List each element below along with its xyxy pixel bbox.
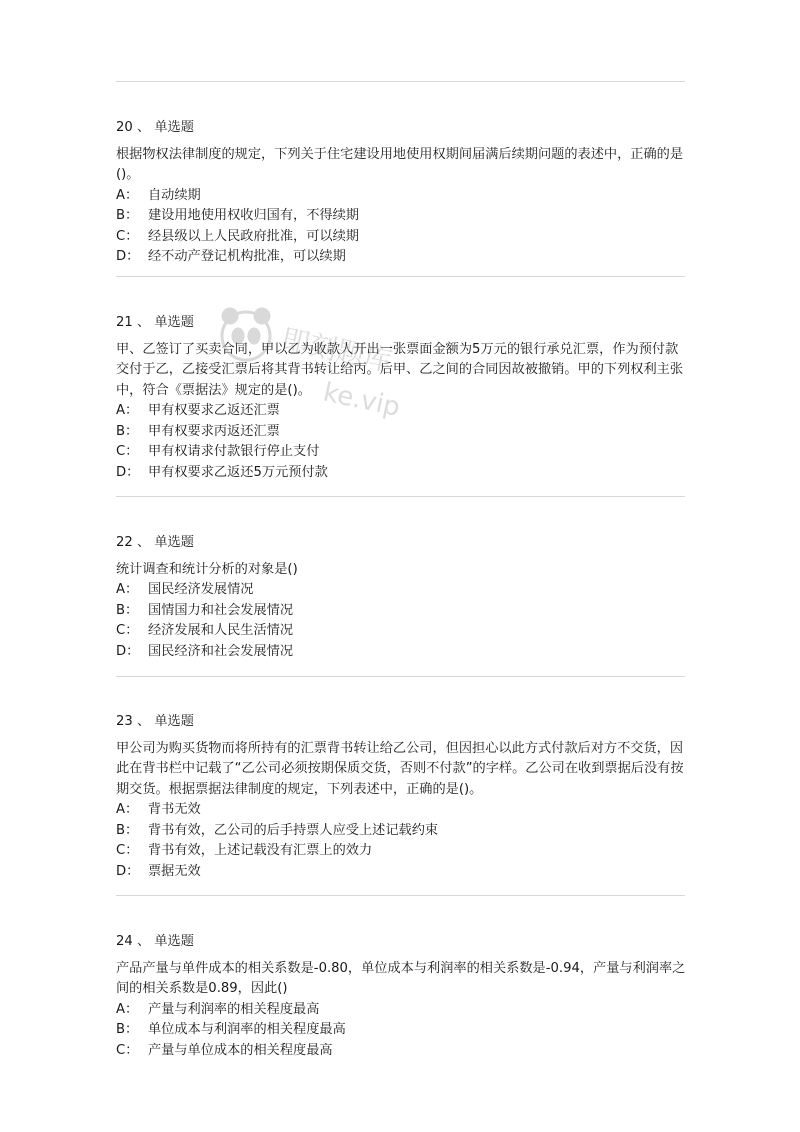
question-text: 甲公司为购买货物而将所持有的汇票背书转让给乙公司，但因担心以此方式付款后对方不交货，因此在背书栏中记载了“乙公司必须按期保质交货，否则不付款”的字样。乙公司在收到票据后没有按期交货。根据票据法律制度的规定，下列表述中，正确的是()。 bbox=[116, 740, 684, 797]
option-text: 甲有权要求丙返还汇票 bbox=[148, 423, 280, 439]
option-text: 国情国力和社会发展情况 bbox=[148, 602, 294, 618]
option-d bbox=[116, 642, 688, 663]
option-c bbox=[116, 227, 688, 248]
question-text: 产品产量与单件成本的相关系数是-0.80，单位成本与利润率的相关系数是-0.94，产量与利润率之间的相关系数是0.89，因此() bbox=[116, 960, 686, 996]
question-21 bbox=[116, 313, 688, 483]
question-header: 21 、 单选题 bbox=[116, 315, 194, 330]
option-b bbox=[116, 601, 688, 622]
option-text: 经不动产登记机构批准，可以续期 bbox=[148, 249, 346, 264]
option-key: B： bbox=[116, 822, 139, 838]
option-key: D： bbox=[116, 863, 140, 879]
option-c bbox=[116, 442, 688, 463]
question-header: 20 、 单选题 bbox=[116, 120, 194, 135]
option-a bbox=[116, 800, 688, 821]
question-header: 24 、 单选题 bbox=[116, 934, 194, 949]
option-c bbox=[116, 841, 688, 862]
option-text: 产量与单位成本的相关程度最高 bbox=[148, 1042, 333, 1058]
option-key: C： bbox=[116, 1042, 139, 1058]
option-key: C： bbox=[116, 228, 139, 244]
option-key: D： bbox=[116, 249, 140, 264]
question-22 bbox=[116, 533, 688, 662]
option-text: 甲有权要求乙返还5万元预付款 bbox=[148, 464, 328, 480]
option-a bbox=[116, 1000, 688, 1021]
option-key: C： bbox=[116, 444, 139, 459]
option-key: A： bbox=[116, 1001, 139, 1017]
option-key: A： bbox=[116, 187, 139, 203]
option-text: 自动续期 bbox=[148, 187, 201, 203]
divider bbox=[116, 895, 685, 896]
option-text: 票据无效 bbox=[148, 863, 201, 879]
divider bbox=[116, 81, 685, 82]
watermark-text: 即刻题库 bbox=[278, 322, 395, 379]
option-text: 背书有效，乙公司的后手持票人应受上述记载约束 bbox=[148, 822, 439, 838]
divider bbox=[116, 676, 685, 677]
question-text: 甲、乙签订了买卖合同，甲以乙为收款人开出一张票面金额为5万元的银行承兑汇票，作为预付款交付于乙，乙接受汇票后将其背书转让给丙。后甲、乙之间的合同因故被撤销。甲的下列权利主张中，符合《票据法》规定的是()。 bbox=[116, 341, 684, 398]
option-a bbox=[116, 186, 688, 207]
option-c bbox=[116, 621, 688, 642]
option-key: B： bbox=[116, 1022, 139, 1037]
option-key: C： bbox=[116, 843, 139, 858]
question-24 bbox=[116, 932, 688, 1061]
question-text: 根据物权法律制度的规定，下列关于住宅建设用地使用权期间届满后续期问题的表述中，正确的是()。 bbox=[116, 146, 684, 182]
option-d bbox=[116, 463, 688, 484]
option-a bbox=[116, 401, 688, 422]
divider bbox=[116, 496, 685, 497]
option-key: D： bbox=[116, 643, 140, 659]
option-key: A： bbox=[116, 802, 139, 817]
question-20 bbox=[116, 118, 688, 268]
option-key: B： bbox=[116, 423, 139, 439]
option-text: 背书有效，上述记载没有汇票上的效力 bbox=[148, 843, 373, 858]
option-d bbox=[116, 862, 688, 883]
option-text: 国民经济发展情况 bbox=[148, 582, 254, 597]
option-b bbox=[116, 1020, 688, 1041]
question-header: 22 、 单选题 bbox=[116, 535, 194, 550]
option-text: 国民经济和社会发展情况 bbox=[148, 643, 294, 659]
divider bbox=[116, 276, 685, 277]
option-key: D： bbox=[116, 464, 140, 480]
option-b bbox=[116, 206, 688, 227]
option-text: 经济发展和人民生活情况 bbox=[148, 623, 294, 638]
watermark-subtext: ke.vip bbox=[320, 377, 403, 423]
option-text: 单位成本与利润率的相关程度最高 bbox=[148, 1022, 346, 1037]
option-text: 甲有权要求乙返还汇票 bbox=[148, 403, 280, 418]
option-text: 背书无效 bbox=[148, 802, 201, 817]
option-key: A： bbox=[116, 403, 139, 418]
option-text: 经县级以上人民政府批准，可以续期 bbox=[148, 228, 359, 244]
option-text: 建设用地使用权收归国有，不得续期 bbox=[148, 208, 359, 223]
option-b bbox=[116, 821, 688, 842]
option-c bbox=[116, 1041, 688, 1062]
option-key: C： bbox=[116, 623, 139, 638]
option-d bbox=[116, 247, 688, 268]
option-key: B： bbox=[116, 602, 139, 618]
option-a bbox=[116, 580, 688, 601]
option-text: 产量与利润率的相关程度最高 bbox=[148, 1001, 320, 1017]
option-text: 甲有权请求付款银行停止支付 bbox=[148, 444, 320, 459]
option-b bbox=[116, 422, 688, 443]
question-header: 23 、 单选题 bbox=[116, 714, 194, 729]
question-text: 统计调查和统计分析的对象是() bbox=[116, 561, 298, 577]
option-key: A： bbox=[116, 582, 139, 597]
option-key: B： bbox=[116, 208, 139, 223]
question-23 bbox=[116, 712, 688, 882]
